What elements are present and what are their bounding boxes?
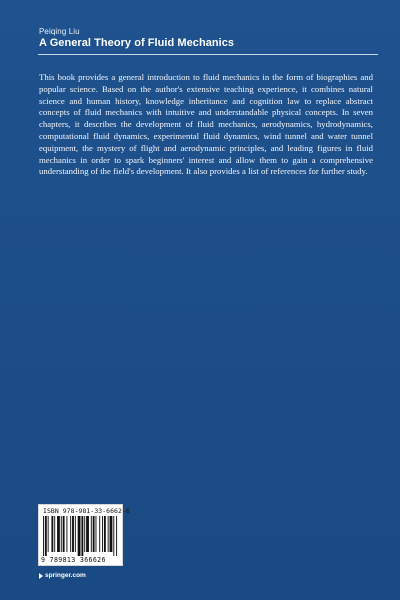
barcode-bar [66,516,67,552]
barcode-bar [70,516,71,552]
barcode-bar [93,516,95,552]
barcode-panel [38,504,130,566]
barcode-bar [63,516,65,552]
barcode-bar [86,516,89,552]
barcode-bar [48,516,49,552]
barcode-bar [96,516,97,552]
barcode-bar [108,516,109,552]
author-name: Peiqing Liu [39,27,80,36]
barcode-number: 9 789813 366626 [41,556,106,564]
barcode-bar [54,516,55,552]
arrow-right-icon [39,573,43,579]
barcode-bar [104,516,106,552]
barcode-bar [72,516,74,552]
barcode-bar [45,516,47,556]
barcode-bar [116,516,117,556]
barcode-bar [84,516,85,552]
book-title: A General Theory of Fluid Mechanics [39,37,235,49]
barcode-bar [43,516,44,556]
isbn-label: ISBN 978-981-33-6662-6 [43,507,130,515]
barcode-bar [61,516,62,552]
barcode-bar [91,516,92,552]
barcode-bar [75,516,76,552]
barcode-bar [110,516,113,552]
publisher-website[interactable] [39,572,86,579]
barcode-bar [57,516,60,552]
barcode-bar [102,516,103,552]
website-label[interactable]: springer.com [45,572,86,579]
barcode-bar [78,516,81,556]
barcode-bar [51,516,53,552]
barcode-bar [81,516,83,556]
book-description: This book provides a general introduction to fluid mechanics in the form of biographies and popular science. Based on the author's extensive teaching experience, it combines natural science and human history, knowledge inheritance and cognition law to replace abstract concepts of fluid mechanics with intuitive and understandable physical concepts. In seven chapters, it describes the development of fluid mechanics, aerodynamics, hydrodynamics, computational fluid dynamics, experimental fluid dynamics, wind tunnel and water tunnel equipment, the mystery of flight and aerodynamic principles, and leading figures in fluid mechanics in order to spark beginners' interest and allow them to gain a comprehensive understanding of the field's development. It also provides a list of references for further study. [39,72,373,177]
barcode-bar [113,516,114,556]
barcode [43,516,118,556]
title-divider [38,54,378,55]
barcode-bar [99,516,100,552]
